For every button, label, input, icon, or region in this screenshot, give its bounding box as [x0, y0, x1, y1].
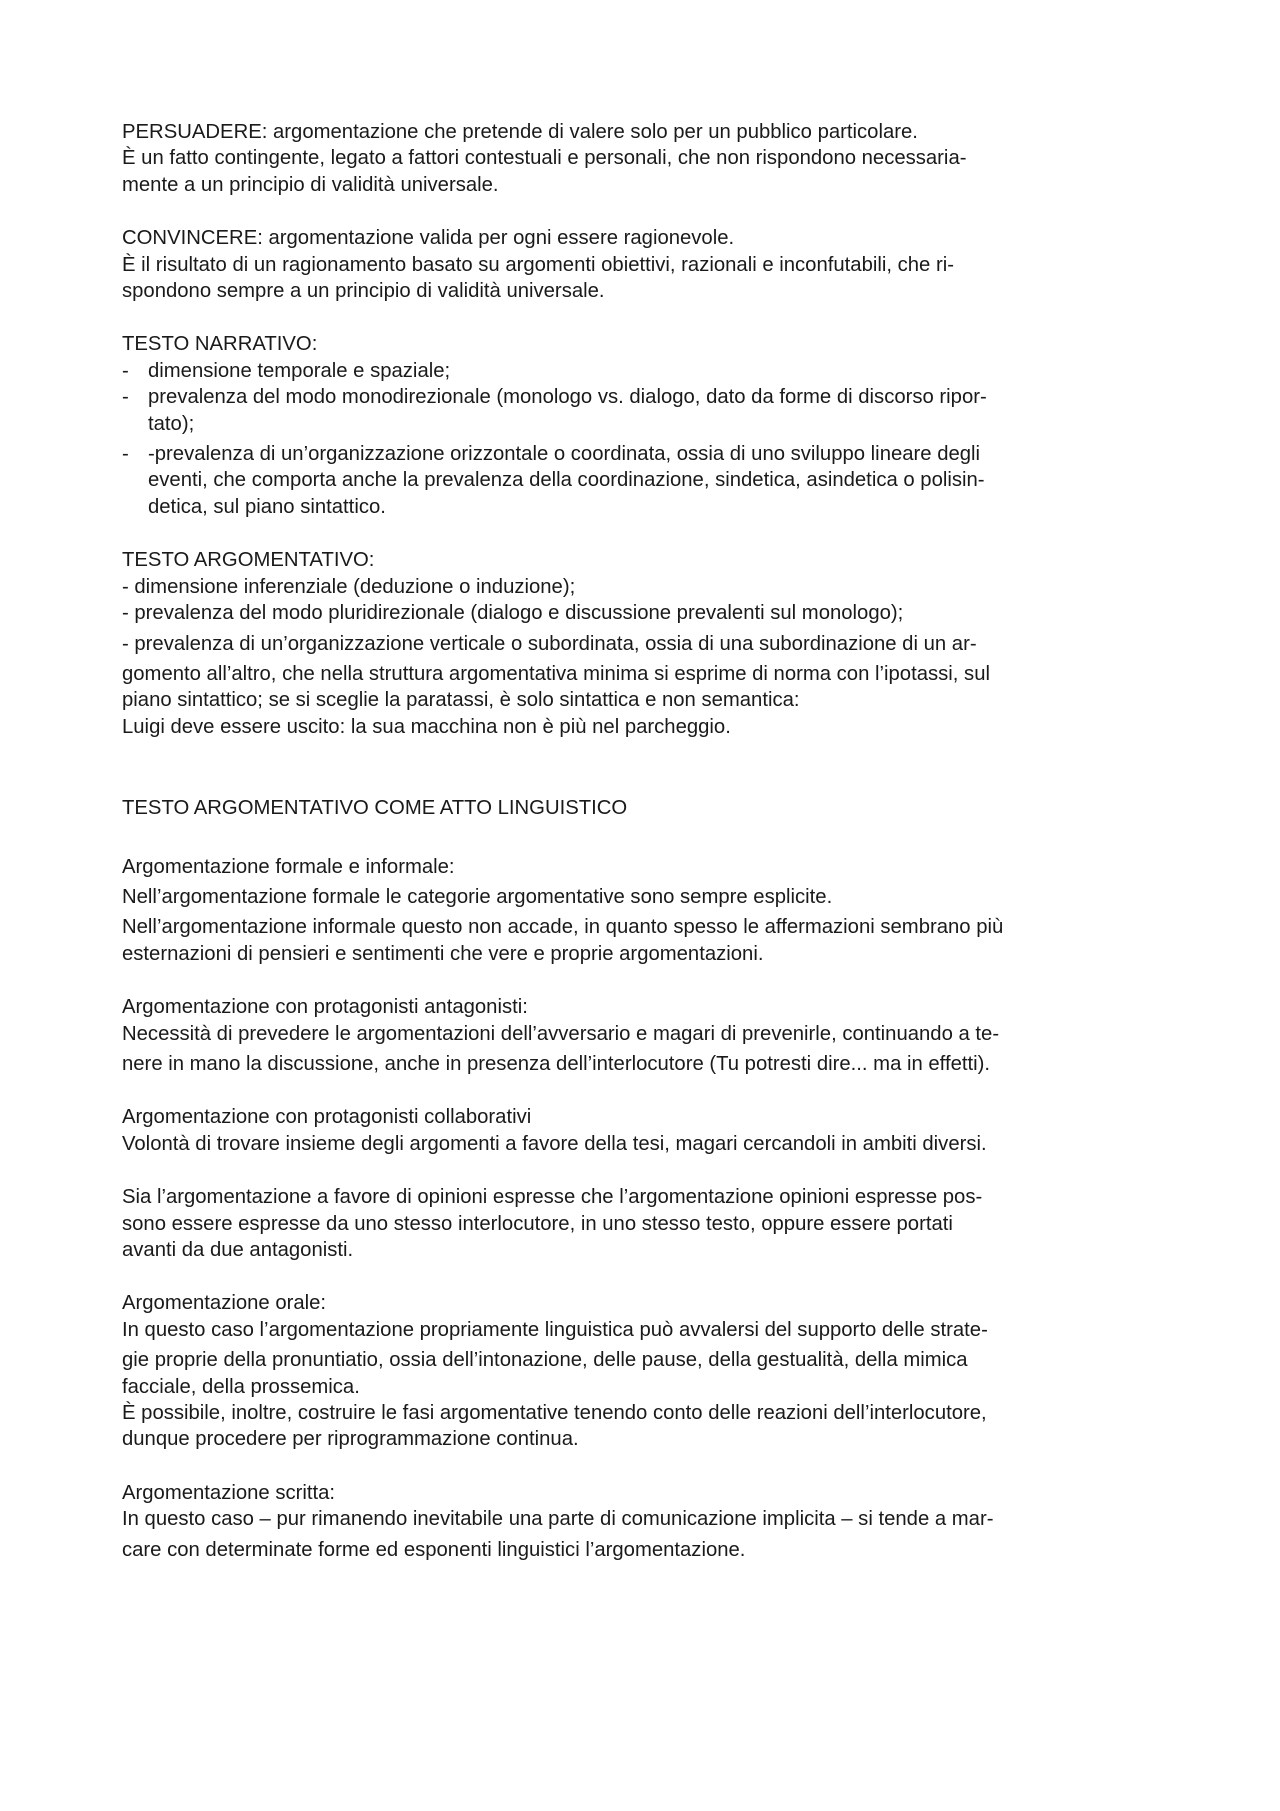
list-item-text: detica, sul piano sintattico. [148, 495, 386, 518]
scritta-text: care con determinate forme ed esponenti linguistici l’argomentazione. [122, 1538, 746, 1561]
list-item-text: dimensione temporale e spaziale; [148, 359, 451, 382]
convincere-explanation-line: spondono sempre a un principio di validità universale. [122, 280, 605, 303]
persuadere-explanation-line: mente a un principio di validità universale. [122, 173, 499, 196]
collaborativi-heading: Argomentazione con protagonisti collaborativi [122, 1106, 532, 1129]
formale-heading: Argomentazione formale e informale: [122, 855, 455, 878]
scritta-text: In questo caso – pur rimanendo inevitabile una parte di comunicazione implicita – si tende a mar- [122, 1508, 994, 1531]
informale-text: esternazioni di pensieri e sentimenti che vere e proprie argomentazioni. [122, 942, 764, 965]
antagonisti-text: Necessità di prevedere le argomentazioni dell’avversario e magari di prevenirle, continuando a te- [122, 1022, 1000, 1045]
collaborativi-text: Volontà di trovare insieme degli argomenti a favore della tesi, magari cercandoli in ambiti diversi. [122, 1132, 987, 1155]
orale-text: facciale, della prossemica. [122, 1375, 360, 1398]
persuadere-definition: PERSUADERE: argomentazione che pretende di valere solo per un pubblico particolare. [122, 121, 918, 143]
antagonisti-section [122, 994, 1182, 1077]
argomentativo-section [122, 547, 1182, 740]
formale-section [122, 854, 1182, 968]
sia-text: avanti da due antagonisti. [122, 1239, 354, 1261]
orale-text: È possibile, inoltre, costruire le fasi argomentative tenendo conto delle reazioni dell’interlocutore, [122, 1402, 987, 1425]
convincere-definition: CONVINCERE: argomentazione valida per ogni essere ragionevole. [122, 227, 735, 250]
list-dash: - [122, 443, 129, 466]
argomentativo-example: Luigi deve essere uscito: la sua macchina non è più nel parcheggio. [122, 715, 731, 738]
convincere-explanation-line: È il risultato di un ragionamento basato su argomenti obiettivi, razionali e inconfutabili, che ri- [122, 253, 954, 276]
list-item-text: eventi, che comporta anche la prevalenza della coordinazione, sindetica, asindetica o polisin- [148, 469, 985, 492]
sia-text: Sia l’argomentazione a favore di opinioni espresse che l’argomentazione opinioni espresse pos- [122, 1186, 983, 1209]
list-item-text: -prevalenza di un’organizzazione orizzontale o coordinata, ossia di uno sviluppo lineare degli [148, 443, 981, 466]
argomentativo-line: - prevalenza del modo pluridirezionale (dialogo e discussione prevalenti sul monologo); [122, 602, 904, 625]
scritta-section [122, 1480, 1182, 1563]
document-page [122, 119, 1182, 1563]
persuadere-paragraph [122, 119, 1182, 198]
informale-text: Nell’argomentazione informale questo non accade, in quanto spesso le affermazioni sembrano più [122, 916, 1004, 939]
sia-text: sono essere espresse da uno stesso interlocutore, in uno stesso testo, oppure essere portati [122, 1212, 953, 1235]
argomentativo-line: - dimensione inferenziale (deduzione o induzione); [122, 575, 576, 598]
collaborativi-section [122, 1104, 1182, 1157]
list-item-text: prevalenza del modo monodirezionale (monologo vs. dialogo, dato da forme di discorso ripor- [148, 386, 987, 409]
antagonisti-heading: Argomentazione con protagonisti antagonisti: [122, 996, 528, 1019]
convincere-paragraph [122, 225, 1182, 304]
argomentativo-line: - prevalenza di un’organizzazione verticale o subordinata, ossia di una subordinazione di un ar- [122, 632, 977, 655]
list-item [122, 358, 1182, 384]
scritta-heading: Argomentazione scritta: [122, 1481, 336, 1504]
list-dash: - [122, 359, 129, 382]
argomentativo-heading: TESTO ARGOMENTATIVO: [122, 549, 375, 572]
orale-text: In questo caso l’argomentazione propriamente linguistica può avvalersi del supporto delle strate- [122, 1318, 988, 1341]
argomentativo-line: piano sintattico; se si sceglie la paratassi, è solo sintattica e non semantica: [122, 689, 800, 712]
orale-text: dunque procedere per riprogrammazione continua. [122, 1428, 579, 1451]
list-dash: - [122, 386, 129, 409]
orale-section [122, 1290, 1182, 1452]
list-item-text: tato); [148, 412, 195, 435]
antagonisti-text: nere in mano la discussione, anche in presenza dell’interlocutore (Tu potresti dire... ma in effetti). [122, 1052, 991, 1075]
section-title: TESTO ARGOMENTATIVO COME ATTO LINGUISTICO [122, 797, 628, 820]
formale-text: Nell’argomentazione formale le categorie argomentative sono sempre esplicite. [122, 885, 833, 908]
list-item [122, 441, 1182, 520]
persuadere-explanation-line: È un fatto contingente, legato a fattori contestuali e personali, che non rispondono necessaria- [122, 147, 967, 170]
orale-text: gie proprie della pronuntiatio, ossia dell’intonazione, delle pause, della gestualità, della mimica [122, 1349, 968, 1372]
narrativo-section [122, 331, 1182, 520]
list-item [122, 384, 1182, 437]
narrativo-heading: TESTO NARRATIVO: [122, 333, 318, 356]
argomentativo-line: gomento all’altro, che nella struttura argomentativa minima si esprime di norma con l’ipotassi, sul [122, 662, 990, 685]
sia-paragraph [122, 1184, 1182, 1263]
orale-heading: Argomentazione orale: [122, 1292, 327, 1315]
